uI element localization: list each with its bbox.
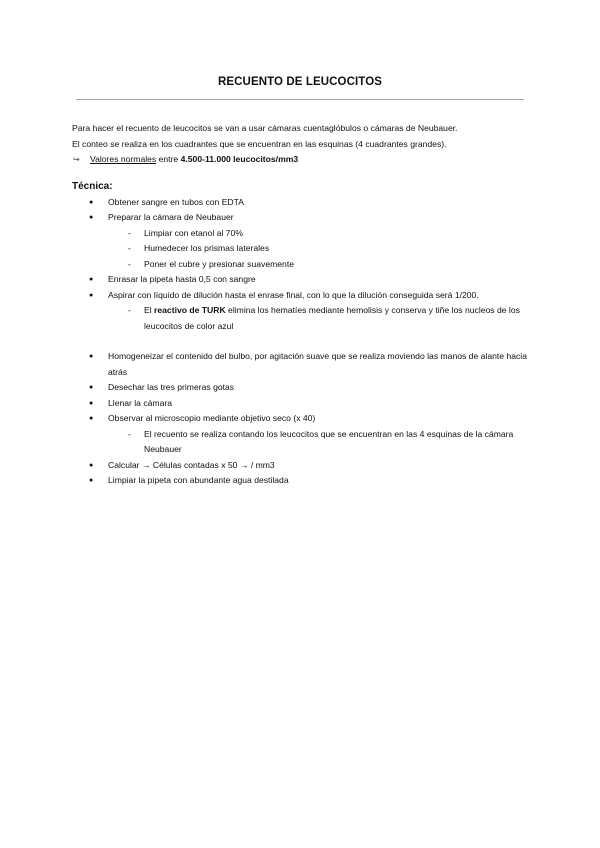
title-divider [76, 99, 524, 100]
bullet-icon: ● [89, 415, 94, 422]
bullet-icon: ● [89, 198, 94, 206]
sub-list-item [108, 427, 532, 458]
tecnica-heading: Técnica: [72, 180, 113, 192]
turk-prefix: El [144, 305, 155, 315]
step-text: Llenar la cámara [108, 397, 173, 408]
dash-icon: - [128, 258, 131, 269]
substep-text: Limpiar con etanol al 70% [144, 227, 243, 238]
bullet-icon: ● [89, 477, 94, 484]
blank-line [72, 334, 532, 349]
intro-section [72, 121, 532, 168]
normal-values-label: Valores normales [90, 154, 157, 164]
substeps-list-turk [72, 303, 532, 334]
dash-icon: - [128, 305, 131, 315]
bullet-icon: ● [89, 353, 94, 360]
intro-line-2: El conteo se realiza en los cuadrantes que se encuentran en las esquinas (4 cuadrantes grandes). [72, 138, 447, 149]
turk-description: elimina los hematíes mediante hemolisis y conserva y tiñe los nucleos de los leucocitos de color azul [144, 305, 520, 331]
substep-text: Poner el cubre y presionar suavemente [144, 258, 294, 269]
bullet-icon: ● [89, 291, 94, 299]
normal-values-connector: entre [156, 154, 181, 164]
bullet-icon: ● [89, 214, 94, 221]
substeps-list-recuento [72, 427, 532, 458]
list-item [72, 210, 532, 226]
steps-list-4 [72, 458, 532, 489]
intro-line-1: Para hacer el recuento de leucocitos se van a usar cámaras cuentaglóbulos o cámaras de Neubauer. [72, 123, 458, 133]
dash-icon: - [128, 227, 131, 238]
step-text: Homogeneizar el contenido del bulbo, por agitación suave que se realiza moviendo las manos de alante hacia atrás [108, 351, 527, 377]
steps-list-1 [72, 195, 532, 226]
list-item [72, 473, 532, 489]
bullet-icon: ● [89, 399, 94, 407]
step-text: Desechar las tres primeras gotas [108, 382, 235, 392]
step-text: Observar al microscopio mediante objetivo seco (x 40) [108, 413, 316, 423]
bullet-icon: ● [89, 384, 94, 391]
page-title: RECUENTO DE LEUCOCITOS [217, 76, 383, 88]
steps-list-2 [72, 272, 532, 303]
list-item [72, 458, 532, 474]
list-item [72, 349, 532, 380]
step-text: Aspirar con líquido de dilución hasta el enrase final, con lo que la dilución conseguida será 1/200. [108, 289, 479, 300]
sub-list-item [108, 303, 532, 334]
steps-list-3 [72, 349, 532, 427]
dash-icon: - [128, 243, 131, 253]
substeps-list-camara [72, 226, 532, 273]
substep-text [144, 305, 520, 331]
dash-icon: - [128, 428, 131, 439]
step-text: Calcular → Células contadas x 50 → / mm3 [108, 459, 275, 470]
sub-list-item [108, 257, 532, 273]
step-text: Limpiar la pipeta con abundante agua destilada [108, 475, 289, 485]
substep-text: Humedecer los prismas laterales [144, 243, 270, 253]
sub-list-item [108, 226, 532, 242]
list-item [72, 411, 532, 427]
list-item [72, 195, 532, 211]
step-text: Preparar la cámara de Neubauer [108, 212, 234, 222]
bullet-icon: ● [89, 461, 94, 469]
list-item [72, 396, 532, 412]
step-text: Obtener sangre en tubos con EDTA [108, 196, 244, 207]
list-item [72, 380, 532, 396]
step-text: Enrasar la pipeta hasta 0,5 con sangre [108, 274, 256, 284]
document-body [72, 121, 532, 489]
substep-text: El recuento se realiza contando los leucocitos que se encuentran en las 4 esquinas de la cámara Neubauer [144, 428, 514, 454]
list-item [72, 288, 532, 304]
normal-values-line [72, 152, 532, 168]
normal-values-range: 4.500-11.000 leucocitos/mm3 [180, 154, 299, 164]
curved-arrow-icon: ↪ [73, 155, 80, 164]
turk-reagent: reactivo de TURK [154, 305, 226, 315]
sub-list-item [108, 241, 532, 257]
bullet-icon: ● [89, 276, 94, 283]
list-item [72, 272, 532, 288]
